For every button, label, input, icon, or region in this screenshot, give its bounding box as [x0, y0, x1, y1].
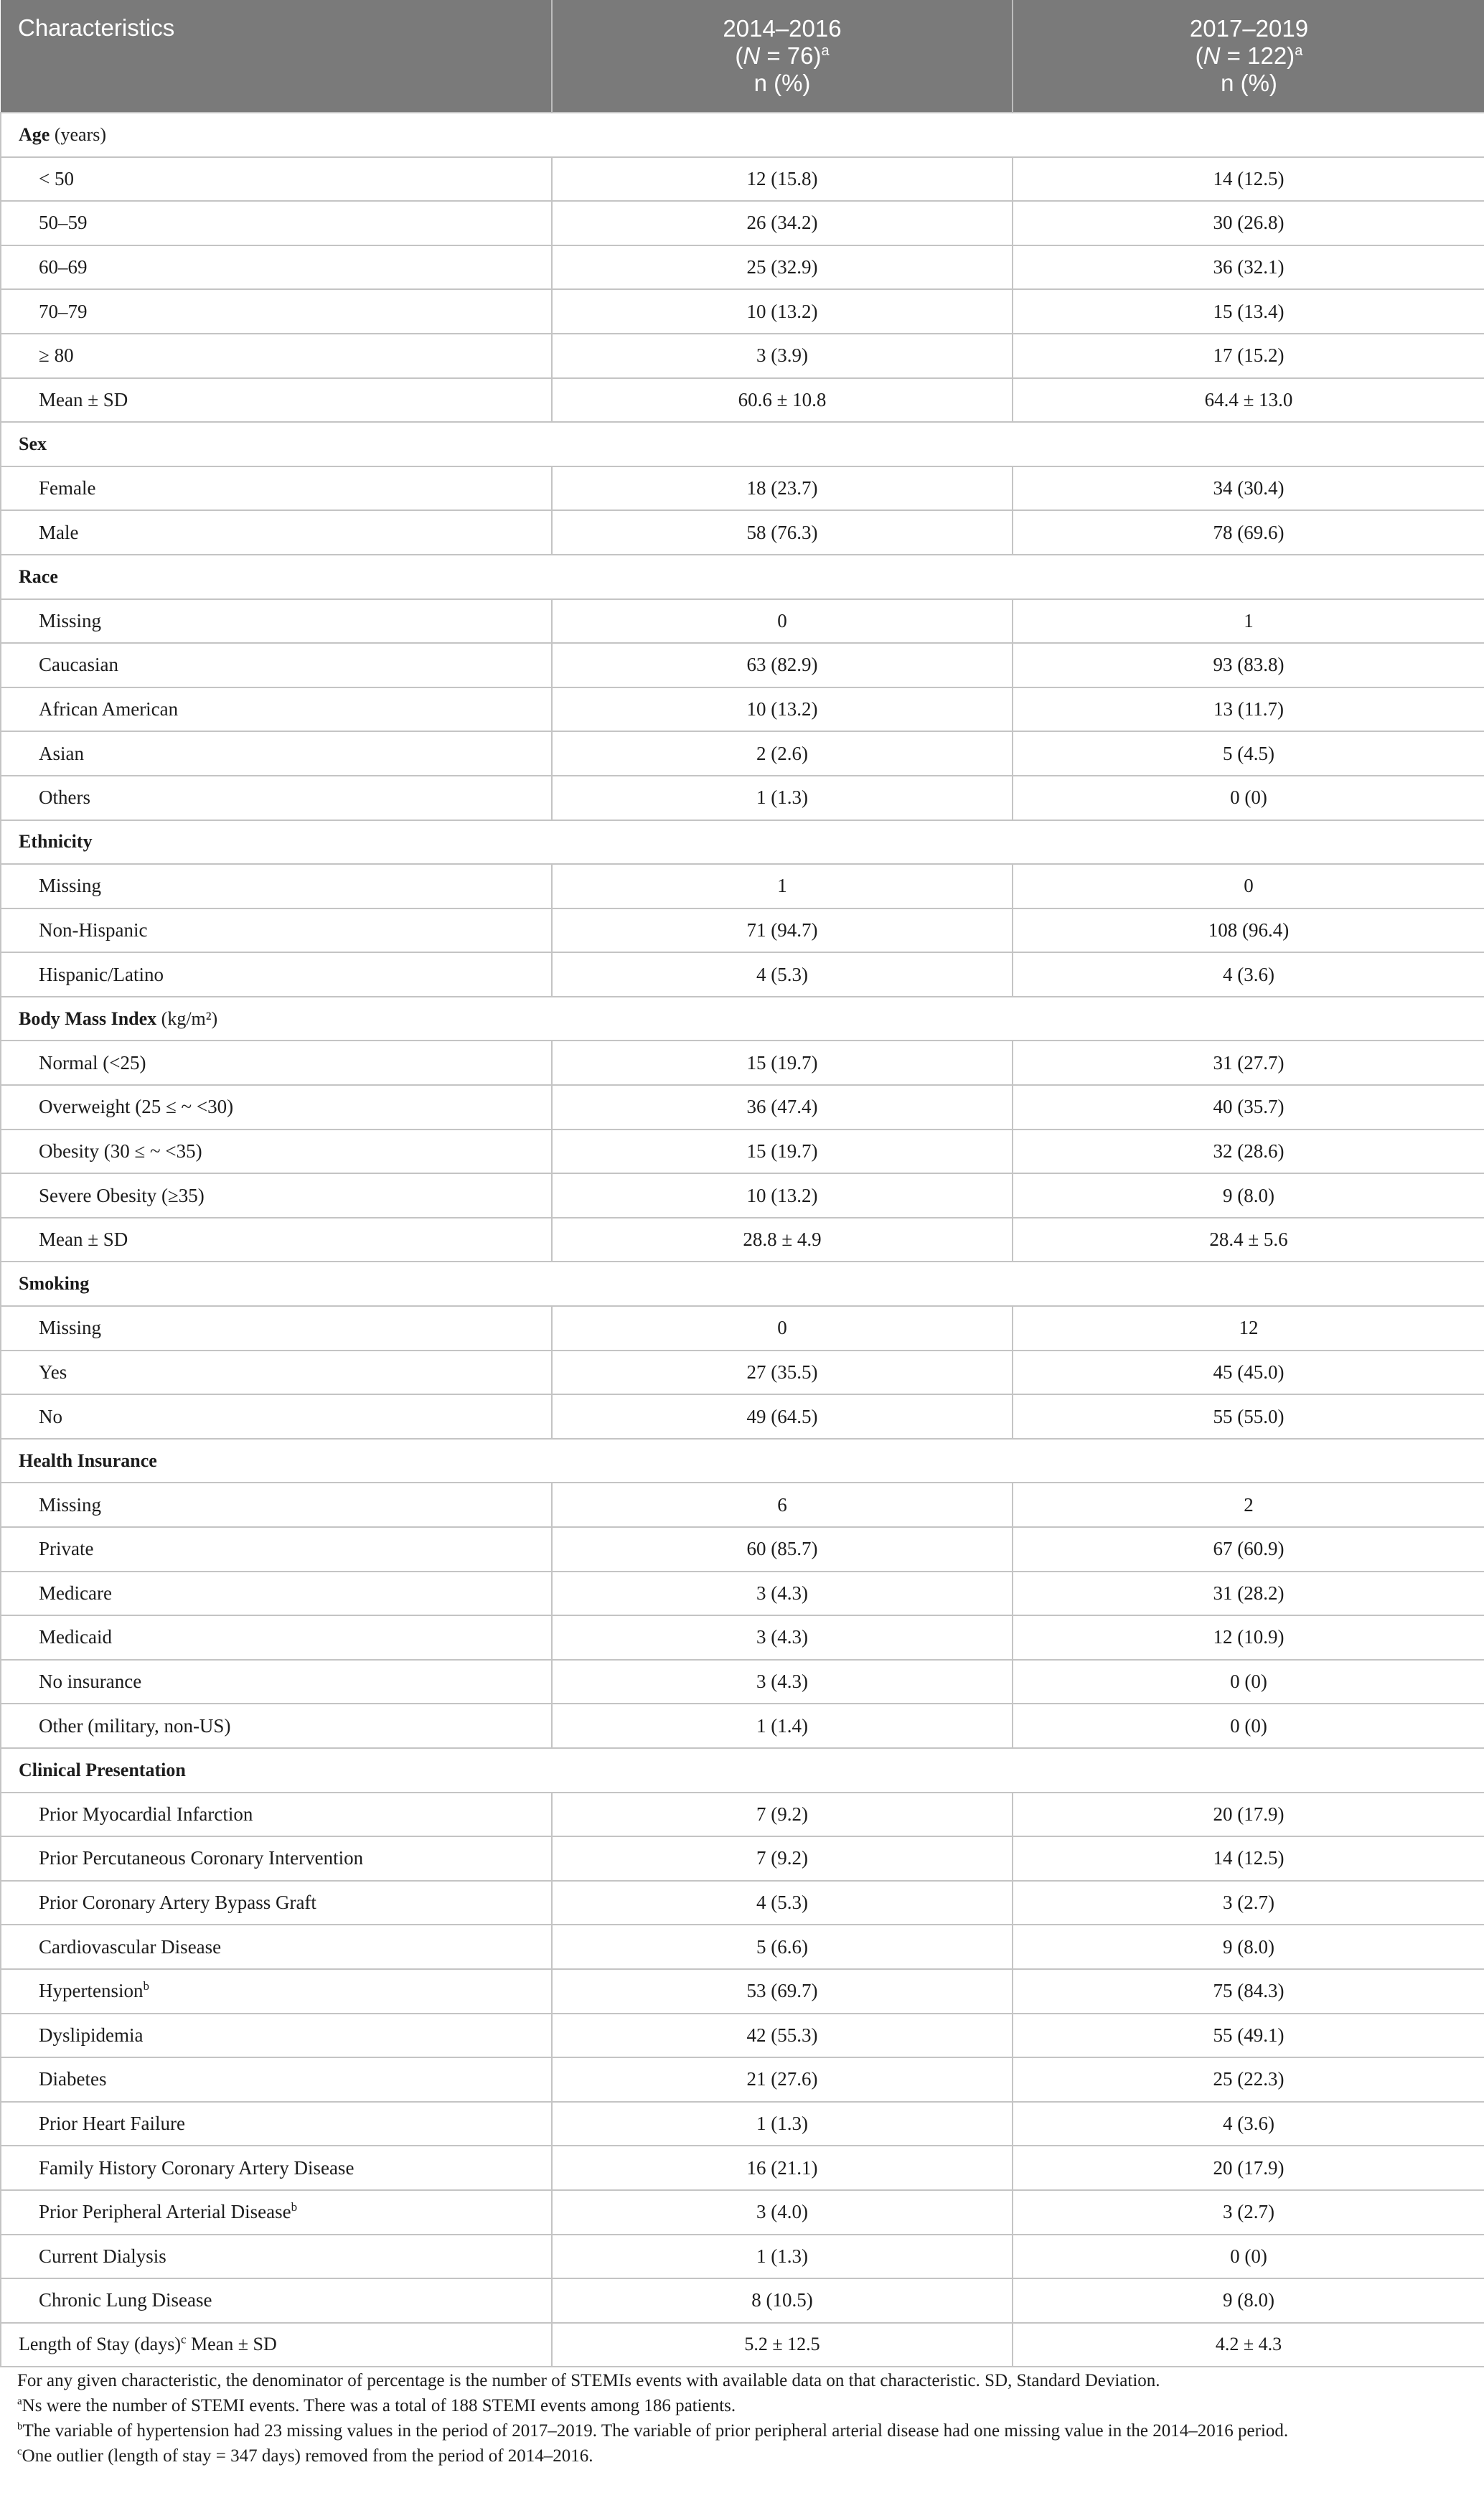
value-2017-2019: 17 (15.2)	[1013, 334, 1484, 378]
value-2014-2016: 7 (9.2)	[552, 1793, 1013, 1837]
table-row	[1, 1173, 1484, 1218]
row-label: Prior Heart Failure	[1, 2102, 552, 2146]
row-label: Current Dialysis	[1, 2235, 552, 2279]
value-2014-2016: 42 (55.3)	[552, 2014, 1013, 2058]
value-2014-2016: 15 (19.7)	[552, 1041, 1013, 1085]
value-2014-2016: 18 (23.7)	[552, 466, 1013, 511]
table-row	[1, 1836, 1484, 1881]
value-2017-2019: 4.2 ± 4.3	[1013, 2323, 1484, 2367]
row-label: Medicaid	[1, 1615, 552, 1660]
header-years: 2014–2016	[723, 15, 842, 42]
row-label: Chronic Lung Disease	[1, 2278, 552, 2323]
table-row	[1, 1218, 1484, 1262]
value-2014-2016: 15 (19.7)	[552, 1130, 1013, 1174]
footnote: For any given characteristic, the denominator of percentage is the number of STEMIs events with available data on that characteristic. SD, Standard Deviation.	[17, 2371, 1160, 2390]
row-label: Prior Myocardial Infarction	[1, 1793, 552, 1837]
section-title: Health Insurance	[1, 1439, 1484, 1483]
header-period-2017-2019	[1013, 0, 1484, 113]
value-2017-2019: 0 (0)	[1013, 776, 1484, 820]
table-row	[1, 1351, 1484, 1395]
value-2014-2016: 5.2 ± 12.5	[552, 2323, 1013, 2367]
row-label: Prior Coronary Artery Bypass Graft	[1, 1881, 552, 1925]
footnote: $^c$One outlier (length of stay = 347 days) removed from the period of 2014–2016.	[17, 2446, 593, 2466]
value-2014-2016: 1 (1.3)	[552, 2102, 1013, 2146]
value-2017-2019: 12	[1013, 1306, 1484, 1351]
value-2017-2019: 15 (13.4)	[1013, 289, 1484, 334]
length-of-stay-row	[1, 2323, 1484, 2367]
value-2017-2019: 108 (96.4)	[1013, 908, 1484, 953]
table-row	[1, 1527, 1484, 1572]
value-2014-2016: 12 (15.8)	[552, 157, 1013, 202]
row-label: Cardiovascular Disease	[1, 1925, 552, 1969]
table-row	[1, 245, 1484, 290]
value-2014-2016: 10 (13.2)	[552, 289, 1013, 334]
table-row	[1, 687, 1484, 732]
table-row	[1, 2278, 1484, 2323]
value-2017-2019: 3 (2.7)	[1013, 1881, 1484, 1925]
section-header-row	[1, 555, 1484, 599]
row-label: No insurance	[1, 1660, 552, 1704]
value-2017-2019: 25 (22.3)	[1013, 2057, 1484, 2102]
row-label: Non-Hispanic	[1, 908, 552, 953]
header-characteristics: Characteristics	[1, 0, 552, 113]
value-2017-2019: 40 (35.7)	[1013, 1085, 1484, 1130]
section-title: Sex	[1, 422, 1484, 466]
value-2014-2016: 60 (85.7)	[552, 1527, 1013, 1572]
value-2014-2016: 58 (76.3)	[552, 510, 1013, 555]
row-label: Missing	[1, 1306, 552, 1351]
table-row	[1, 201, 1484, 245]
value-2017-2019: 0 (0)	[1013, 1660, 1484, 1704]
table-row	[1, 2235, 1484, 2279]
table-row	[1, 864, 1484, 908]
row-label: Mean ± SD	[1, 378, 552, 423]
value-2014-2016: 10 (13.2)	[552, 687, 1013, 732]
value-2014-2016: 53 (69.7)	[552, 1969, 1013, 2014]
section-title: Clinical Presentation	[1, 1748, 1484, 1793]
table-row	[1, 776, 1484, 820]
value-2014-2016: 3 (4.0)	[552, 2190, 1013, 2235]
value-2017-2019: 5 (4.5)	[1013, 731, 1484, 776]
value-2017-2019: 0	[1013, 864, 1484, 908]
row-label: No	[1, 1394, 552, 1439]
value-2017-2019: 9 (8.0)	[1013, 2278, 1484, 2323]
value-2014-2016: 4 (5.3)	[552, 952, 1013, 997]
header-n: (N = 76)$^a$	[735, 42, 830, 69]
section-title: Race	[1, 555, 1484, 599]
row-label: Others	[1, 776, 552, 820]
value-2014-2016: 6	[552, 1483, 1013, 1527]
value-2017-2019: 78 (69.6)	[1013, 510, 1484, 555]
section-header-row	[1, 820, 1484, 865]
value-2017-2019: 75 (84.3)	[1013, 1969, 1484, 2014]
value-2014-2016: 28.8 ± 4.9	[552, 1218, 1013, 1262]
row-label: Medicare	[1, 1572, 552, 1616]
table-row	[1, 1660, 1484, 1704]
table-body	[1, 113, 1484, 2367]
value-2017-2019: 28.4 ± 5.6	[1013, 1218, 1484, 1262]
value-2017-2019: 4 (3.6)	[1013, 952, 1484, 997]
value-2014-2016: 3 (4.3)	[552, 1615, 1013, 1660]
value-2014-2016: 60.6 ± 10.8	[552, 378, 1013, 423]
table-row	[1, 2014, 1484, 2058]
row-label: 60–69	[1, 245, 552, 290]
section-header-row	[1, 997, 1484, 1041]
value-2017-2019: 13 (11.7)	[1013, 687, 1484, 732]
table-row	[1, 289, 1484, 334]
table-row	[1, 1793, 1484, 1837]
value-2017-2019: 32 (28.6)	[1013, 1130, 1484, 1174]
table-row	[1, 2190, 1484, 2235]
row-label: < 50	[1, 157, 552, 202]
value-2014-2016: 3 (4.3)	[552, 1660, 1013, 1704]
header-period-2014-2016	[552, 0, 1013, 113]
row-label: Other (military, non-US)	[1, 1704, 552, 1748]
header-row	[1, 0, 1484, 113]
table-row	[1, 510, 1484, 555]
value-2017-2019: 55 (55.0)	[1013, 1394, 1484, 1439]
row-label: Male	[1, 510, 552, 555]
section-title: Body Mass Index (kg/m²)	[1, 997, 1484, 1041]
row-label: Dyslipidemia	[1, 2014, 552, 2058]
value-2017-2019: 9 (8.0)	[1013, 1925, 1484, 1969]
table-row	[1, 643, 1484, 687]
table-row	[1, 334, 1484, 378]
table-row	[1, 2102, 1484, 2146]
table-row	[1, 2146, 1484, 2190]
section-header-row	[1, 1262, 1484, 1306]
value-2017-2019: 4 (3.6)	[1013, 2102, 1484, 2146]
table-row	[1, 1881, 1484, 1925]
value-2017-2019: 3 (2.7)	[1013, 2190, 1484, 2235]
value-2014-2016: 49 (64.5)	[552, 1394, 1013, 1439]
row-label: Yes	[1, 1351, 552, 1395]
row-label: Hispanic/Latino	[1, 952, 552, 997]
row-label: Asian	[1, 731, 552, 776]
value-2014-2016: 0	[552, 1306, 1013, 1351]
section-title: Age (years)	[1, 113, 1484, 157]
value-2014-2016: 3 (3.9)	[552, 334, 1013, 378]
row-label: Missing	[1, 599, 552, 644]
header-unit: n (%)	[753, 70, 811, 96]
row-label: Caucasian	[1, 643, 552, 687]
value-2014-2016: 10 (13.2)	[552, 1173, 1013, 1218]
value-2017-2019: 12 (10.9)	[1013, 1615, 1484, 1660]
value-2014-2016: 4 (5.3)	[552, 1881, 1013, 1925]
value-2017-2019: 55 (49.1)	[1013, 2014, 1484, 2058]
value-2017-2019: 30 (26.8)	[1013, 201, 1484, 245]
row-label: 50–59	[1, 201, 552, 245]
value-2017-2019: 36 (32.1)	[1013, 245, 1484, 290]
value-2014-2016: 16 (21.1)	[552, 2146, 1013, 2190]
value-2017-2019: 0 (0)	[1013, 2235, 1484, 2279]
row-label: Mean ± SD	[1, 1218, 552, 1262]
value-2014-2016: 1 (1.3)	[552, 776, 1013, 820]
value-2014-2016: 2 (2.6)	[552, 731, 1013, 776]
row-label: Hypertension$^b$	[1, 1969, 552, 2014]
row-label: Private	[1, 1527, 552, 1572]
value-2014-2016: 5 (6.6)	[552, 1925, 1013, 1969]
value-2017-2019: 45 (45.0)	[1013, 1351, 1484, 1395]
table-row	[1, 378, 1484, 423]
row-label: ≥ 80	[1, 334, 552, 378]
row-label: Prior Percutaneous Coronary Intervention	[1, 1836, 552, 1881]
table-row	[1, 731, 1484, 776]
table-row	[1, 1085, 1484, 1130]
value-2017-2019: 0 (0)	[1013, 1704, 1484, 1748]
row-label: Normal (<25)	[1, 1041, 552, 1085]
row-label: Severe Obesity (≥35)	[1, 1173, 552, 1218]
header-unit: n (%)	[1221, 70, 1277, 96]
value-2014-2016: 71 (94.7)	[552, 908, 1013, 953]
table-row	[1, 2057, 1484, 2102]
row-label: Missing	[1, 864, 552, 908]
table-row	[1, 1306, 1484, 1351]
section-header-row	[1, 113, 1484, 157]
value-2014-2016: 1 (1.4)	[552, 1704, 1013, 1748]
section-header-row	[1, 422, 1484, 466]
row-label: Female	[1, 466, 552, 511]
table-row	[1, 1394, 1484, 1439]
row-label: Prior Peripheral Arterial Disease$^b$	[1, 2190, 552, 2235]
table-row	[1, 599, 1484, 644]
row-label: African American	[1, 687, 552, 732]
value-2014-2016: 63 (82.9)	[552, 643, 1013, 687]
value-2014-2016: 21 (27.6)	[552, 2057, 1013, 2102]
header-n: (N = 122)$^a$	[1195, 42, 1303, 69]
footnote: $^a$Ns were the number of STEMI events. There was a total of 188 STEMI events among 186 patients.	[17, 2395, 736, 2415]
section-header-row	[1, 1748, 1484, 1793]
value-2017-2019: 14 (12.5)	[1013, 157, 1484, 202]
table-row	[1, 1572, 1484, 1616]
value-2017-2019: 20 (17.9)	[1013, 1793, 1484, 1837]
section-header-row	[1, 1439, 1484, 1483]
table-row	[1, 1969, 1484, 2014]
value-2017-2019: 67 (60.9)	[1013, 1527, 1484, 1572]
table-row	[1, 1041, 1484, 1085]
row-label: Diabetes	[1, 2057, 552, 2102]
value-2017-2019: 34 (30.4)	[1013, 466, 1484, 511]
table-row	[1, 1704, 1484, 1748]
value-2014-2016: 1	[552, 864, 1013, 908]
value-2017-2019: 64.4 ± 13.0	[1013, 378, 1484, 423]
row-label: Overweight (25 ≤ ~ <30)	[1, 1085, 552, 1130]
value-2014-2016: 3 (4.3)	[552, 1572, 1013, 1616]
value-2014-2016: 8 (10.5)	[552, 2278, 1013, 2323]
value-2014-2016: 27 (35.5)	[552, 1351, 1013, 1395]
section-title: Ethnicity	[1, 820, 1484, 865]
value-2014-2016: 7 (9.2)	[552, 1836, 1013, 1881]
table-row	[1, 1483, 1484, 1527]
row-label: Missing	[1, 1483, 552, 1527]
value-2014-2016: 25 (32.9)	[552, 245, 1013, 290]
value-2014-2016: 0	[552, 599, 1013, 644]
value-2017-2019: 93 (83.8)	[1013, 643, 1484, 687]
table-row	[1, 908, 1484, 953]
table-row	[1, 1925, 1484, 1969]
table-footnotes	[17, 2368, 1467, 2469]
table-row	[1, 1615, 1484, 1660]
value-2017-2019: 2	[1013, 1483, 1484, 1527]
table-row	[1, 466, 1484, 511]
value-2014-2016: 1 (1.3)	[552, 2235, 1013, 2279]
table-header	[1, 0, 1484, 113]
value-2017-2019: 31 (28.2)	[1013, 1572, 1484, 1616]
value-2017-2019: 31 (27.7)	[1013, 1041, 1484, 1085]
table-row	[1, 1130, 1484, 1174]
value-2014-2016: 26 (34.2)	[552, 201, 1013, 245]
row-label: Family History Coronary Artery Disease	[1, 2146, 552, 2190]
value-2014-2016: 36 (47.4)	[552, 1085, 1013, 1130]
row-label: 70–79	[1, 289, 552, 334]
value-2017-2019: 1	[1013, 599, 1484, 644]
footnote: $^b$The variable of hypertension had 23 missing values in the period of 2017–2019. The variable of prior peripheral arterial disease had one missing value in the 2014–2016 period.	[17, 2420, 1289, 2441]
table-row	[1, 952, 1484, 997]
table-row	[1, 157, 1484, 202]
row-label: Obesity (30 ≤ ~ <35)	[1, 1130, 552, 1174]
header-years: 2017–2019	[1189, 15, 1309, 42]
value-2017-2019: 9 (8.0)	[1013, 1173, 1484, 1218]
section-title: Smoking	[1, 1262, 1484, 1306]
value-2017-2019: 20 (17.9)	[1013, 2146, 1484, 2190]
value-2017-2019: 14 (12.5)	[1013, 1836, 1484, 1881]
row-label: Length of Stay (days)$^c$ Mean ± SD	[1, 2323, 552, 2367]
